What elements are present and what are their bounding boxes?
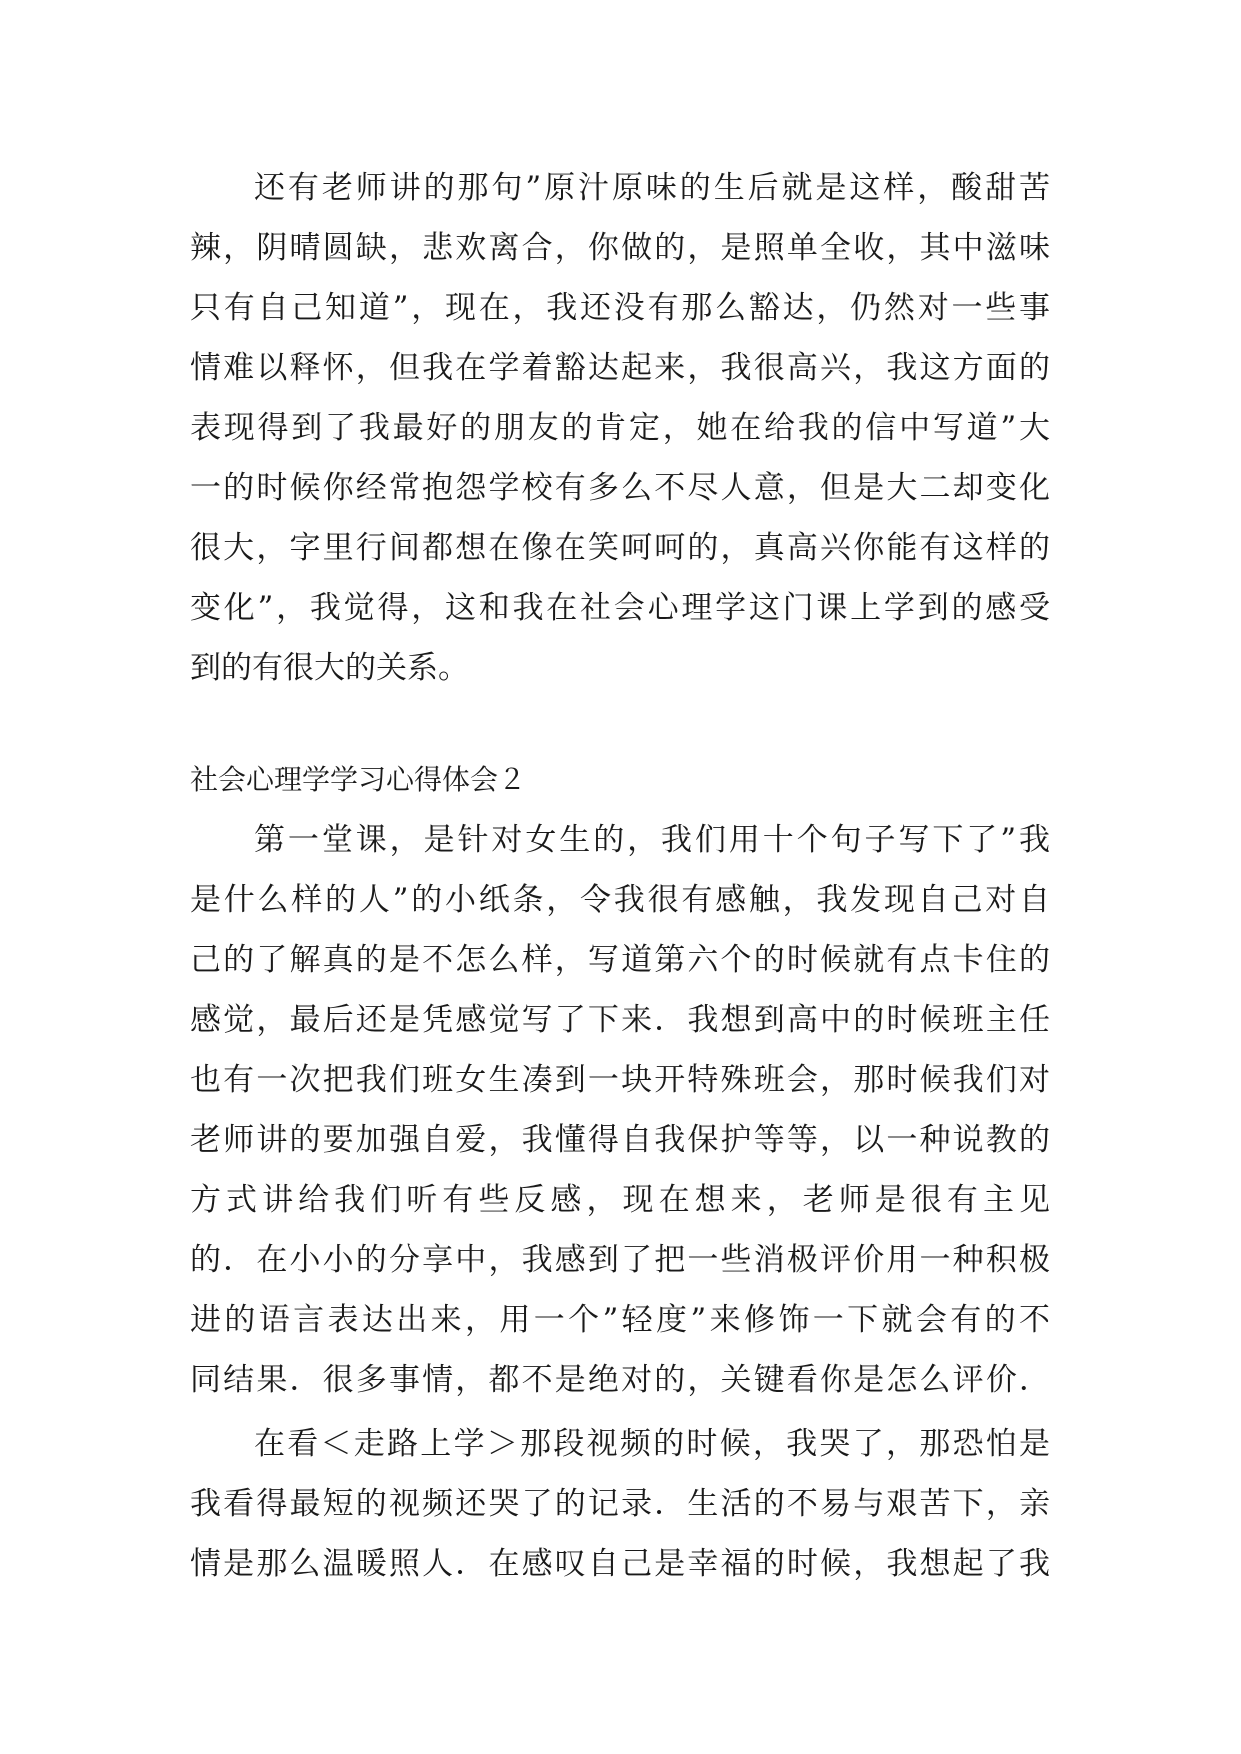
paragraph-line: 只有自己知道”，现在，我还没有那么豁达，仍然对一些事 [190, 290, 1050, 326]
paragraph-line: 的．在小小的分享中，我感到了把一些消极评价用一种积极 [190, 1242, 1050, 1278]
paragraph-line: 是什么样的人”的小纸条，令我很有感触，我发现自己对自 [190, 882, 1050, 918]
paragraph-line: 己的了解真的是不怎么样，写道第六个的时候就有点卡住的 [190, 942, 1050, 978]
paragraph-line: 也有一次把我们班女生凑到一块开特殊班会，那时候我们对 [190, 1062, 1050, 1098]
paragraph-line: 感觉，最后还是凭感觉写了下来．我想到高中的时候班主任 [190, 1002, 1050, 1038]
paragraph-line: 老师讲的要加强自爱，我懂得自我保护等等，以一种说教的 [190, 1122, 1050, 1158]
paragraph-line: 我看得最短的视频还哭了的记录．生活的不易与艰苦下，亲 [190, 1486, 1050, 1522]
paragraph-line: 变化”，我觉得，这和我在社会心理学这门课上学到的感受 [190, 590, 1050, 626]
paragraph-line: 到的有很大的关系。 [190, 650, 469, 686]
paragraph-line: 同结果．很多事情，都不是绝对的，关键看你是怎么评价． [190, 1362, 1050, 1398]
section-title: 社会心理学学习心得体会２ [190, 763, 527, 796]
paragraph-line: 情难以释怀，但我在学着豁达起来，我很高兴，我这方面的 [190, 350, 1050, 386]
paragraph-line: 还有老师讲的那句”原汁原味的生后就是这样，酸甜苦 [254, 170, 1050, 206]
paragraph-line: 进的语言表达出来，用一个”轻度”来修饰一下就会有的不 [190, 1302, 1050, 1338]
paragraph-line: 第一堂课，是针对女生的，我们用十个句子写下了”我 [254, 822, 1050, 858]
paragraph-line: 情是那么温暖照人．在感叹自己是幸福的时候，我想起了我 [190, 1546, 1050, 1582]
paragraph-line: 辣，阴晴圆缺，悲欢离合，你做的，是照单全收，其中滋味 [190, 230, 1050, 266]
paragraph-line: 方式讲给我们听有些反感，现在想来，老师是很有主见 [190, 1182, 1050, 1218]
paragraph-line: 很大，字里行间都想在像在笑呵呵的，真高兴你能有这样的 [190, 530, 1050, 566]
paragraph-line: 在看＜走路上学＞那段视频的时候，我哭了，那恐怕是 [254, 1426, 1050, 1462]
paragraph-line: 一的时候你经常抱怨学校有多么不尽人意，但是大二却变化 [190, 470, 1050, 506]
paragraph-line: 表现得到了我最好的朋友的肯定，她在给我的信中写道”大 [190, 410, 1050, 446]
